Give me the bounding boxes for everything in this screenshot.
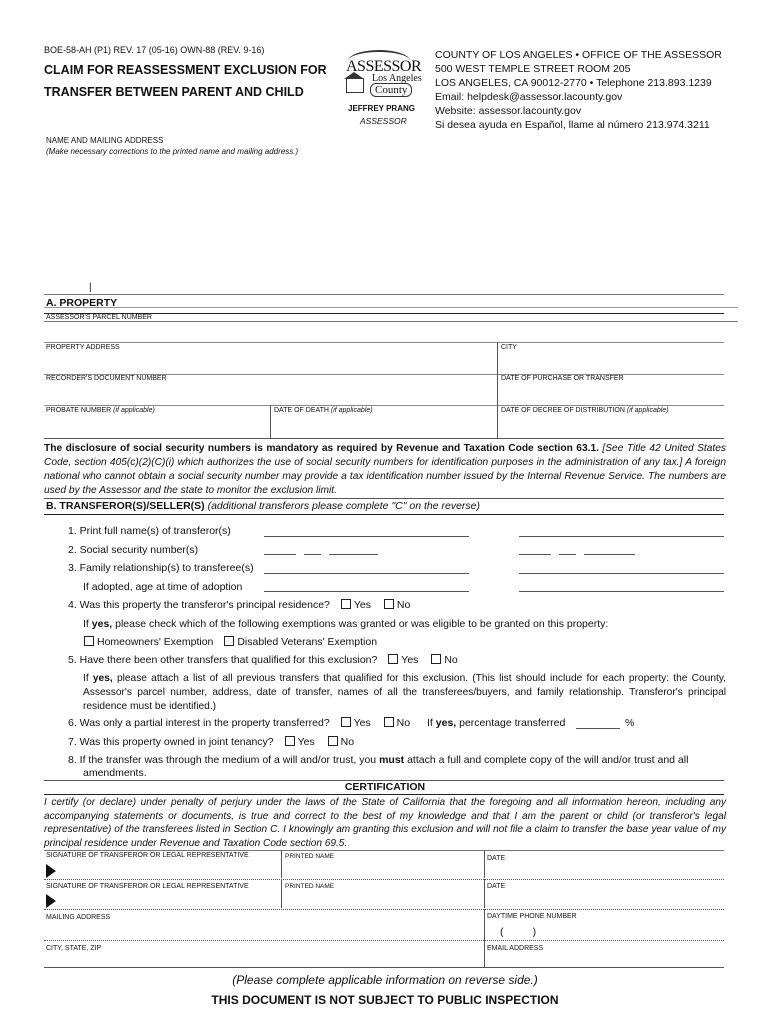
q4-no-checkbox[interactable] (384, 599, 394, 609)
recorder-doc-field[interactable] (44, 384, 496, 404)
ssn-2b[interactable] (559, 554, 576, 555)
mailing-marker: | (89, 282, 92, 293)
ssn-disclosure: The disclosure of social security numbers is mandatory as required by Revenue and Taxation Code section 63.1. [See Title 42 United States Code, section 405(c)(2)(C)(i) which authorizes the use of social security numbers for identification purposes in the administration of any tax.] A foreign national who cannot obtain a social security number may provide a tax identification number issued by the Internal Revenue Service. The numbers are used by the Assessor and the state to monitor the exclusion limit. (44, 443, 726, 496)
probate-number-label: PROBATE NUMBER (if applicable) (46, 407, 155, 414)
veterans-exemption-checkbox[interactable] (224, 636, 234, 646)
ssn-1c[interactable] (329, 554, 378, 555)
city-state-zip-label: CITY, STATE, ZIP (46, 945, 102, 952)
city-label: CITY (501, 344, 517, 351)
recorder-doc-label: RECORDER'S DOCUMENT NUMBER (46, 375, 167, 382)
daytime-phone-field[interactable] (486, 922, 724, 939)
signature-field-1[interactable] (60, 862, 280, 878)
date-of-death-field[interactable] (272, 416, 496, 436)
date-label-1: DATE (487, 855, 506, 862)
q5-note: If yes, please attach a list of all previous transfers that qualified for this exclusion. (This list should include for each property: the County, Assessor's parcel number, address, date of transfer, names of all the transferees/buyers, and family relationship. Transferor's principal residence must be identified.) (83, 673, 726, 712)
form-id: BOE-58-AH (P1) REV. 17 (05-16) OWN-88 (REV. 9-16) (44, 45, 265, 55)
transferor-name-field-2[interactable] (519, 536, 724, 537)
q2-label: 2. Social security number(s) (68, 544, 199, 556)
city-field[interactable] (499, 352, 724, 372)
exemption-row: Homeowners' Exemption Disabled Veterans' Exemption (80, 636, 377, 648)
date-field-1[interactable] (486, 865, 724, 878)
mailing-address-field[interactable] (44, 922, 482, 939)
q6-no-checkbox[interactable] (384, 717, 394, 727)
printed-name-field-2[interactable] (283, 892, 483, 908)
ssn-1a[interactable] (264, 554, 296, 555)
q8-row-cont: amendments. (83, 767, 147, 779)
sign-here-arrow-icon (46, 894, 56, 908)
q4-note: If yes, please check which of the following exemptions was granted or was eligible to be granted on this property: (83, 618, 609, 630)
percentage-field[interactable] (576, 728, 620, 729)
q7-no-checkbox[interactable] (328, 736, 338, 746)
assessor-title: ASSESSOR (360, 116, 407, 126)
city-state-zip-field[interactable] (44, 953, 482, 967)
signature-field-2[interactable] (60, 892, 280, 908)
signature-label-1: SIGNATURE OF TRANSFEROR OR LEGAL REPRESENTATIVE (46, 852, 249, 859)
certification-text: I certify (or declare) under penalty of perjury under the laws of the State of California that the foregoing and all information hereon, including any accompanying statements or documents, is true and correct to the best of my knowledge and that I am the parent or child (or transferor's legal representative) of the transferees listed in Section C. I knowingly am granting this exclusion and will not file a claim to transfer the base year value of my principal residence under Revenue and Taxation Code section 69.5. (44, 797, 726, 849)
property-address-field[interactable] (44, 352, 496, 372)
q4-row: 4. Was this property the transferor's principal residence? Yes No (68, 599, 411, 611)
date-field-2[interactable] (486, 892, 724, 908)
assessor-name: JEFFREY PRANG (348, 104, 415, 113)
adoption-age-field-2[interactable] (519, 591, 724, 592)
relationship-field-2[interactable] (519, 573, 724, 574)
probate-number-field[interactable] (44, 416, 268, 436)
percent-sign: % (625, 717, 635, 729)
certification-heading: CERTIFICATION (344, 781, 426, 793)
q7-yes-checkbox[interactable] (285, 736, 295, 746)
daytime-phone-label: DAYTIME PHONE NUMBER (487, 913, 577, 920)
sign-here-arrow-icon (46, 864, 56, 878)
mailing-address-label: MAILING ADDRESS (46, 914, 111, 921)
mailing-label: NAME AND MAILING ADDRESS (46, 136, 164, 145)
section-b-heading: B. TRANSFEROR(S)/SELLER(S) (additional transferors please complete "C" on the reverse) (46, 500, 481, 512)
q5-yes-checkbox[interactable] (388, 654, 398, 664)
adoption-age-field-1[interactable] (264, 591, 469, 592)
parcel-number-field[interactable] (44, 322, 724, 340)
printed-name-label-2: PRINTED NAME (285, 883, 335, 890)
q5-no-checkbox[interactable] (431, 654, 441, 664)
mailing-address-area[interactable] (46, 160, 426, 280)
public-inspection-notice: THIS DOCUMENT IS NOT SUBJECT TO PUBLIC INSPECTION (211, 993, 559, 1007)
q8-row: 8. If the transfer was through the medium of a will and/or trust, you must attach a full and complete copy of the will and/or trust and all (68, 754, 689, 766)
signature-label-2: SIGNATURE OF TRANSFEROR OR LEGAL REPRESENTATIVE (46, 883, 249, 890)
logo-house-icon (346, 78, 364, 93)
q1-label: 1. Print full name(s) of transferor(s) (68, 525, 231, 537)
q6-row: 6. Was only a partial interest in the property transferred? Yes No If yes, percentage transferred (68, 717, 566, 729)
q7-row: 7. Was this property owned in joint tenancy? Yes No (68, 736, 355, 748)
ssn-1b[interactable] (304, 554, 321, 555)
q3-label: 3. Family relationship(s) to transferee(s) (68, 562, 254, 574)
form-title-line1: CLAIM FOR REASSESSMENT EXCLUSION FOR (44, 63, 327, 77)
date-label-2: DATE (487, 883, 506, 890)
decree-date-field[interactable] (499, 416, 724, 436)
section-a-heading: A. PROPERTY (46, 297, 118, 309)
ssn-2c[interactable] (584, 554, 635, 555)
form-title-line2: TRANSFER BETWEEN PARENT AND CHILD (44, 85, 304, 99)
q3b-label: If adopted, age at time of adoption (83, 581, 243, 593)
parcel-number-label: ASSESSOR'S PARCEL NUMBER (46, 314, 152, 321)
property-address-label: PROPERTY ADDRESS (46, 344, 120, 351)
email-field[interactable] (486, 953, 724, 967)
homeowners-exemption-checkbox[interactable] (84, 636, 94, 646)
printed-name-field-1[interactable] (283, 862, 483, 878)
q4-yes-checkbox[interactable] (341, 599, 351, 609)
email-label: EMAIL ADDRESS (487, 945, 544, 952)
office-address-block: COUNTY OF LOS ANGELES • OFFICE OF THE ASSESSOR 500 WEST TEMPLE STREET ROOM 205 LOS ANGELES, CA 90012-2770 • Telephone 213.893.1239 Email: helpdesk@assessor.lacounty.gov Website: assessor.lacounty.gov Si desea ayuda en Español, llame al número 213.974.3211 (435, 49, 722, 131)
ssn-2a[interactable] (519, 554, 551, 555)
q6-yes-checkbox[interactable] (341, 717, 351, 727)
purchase-date-label: DATE OF PURCHASE OR TRANSFER (501, 375, 624, 382)
decree-date-label: DATE OF DECREE OF DISTRIBUTION (if applicable) (501, 407, 669, 414)
q5-row: 5. Have there been other transfers that qualified for this exclusion? Yes No (68, 654, 458, 666)
printed-name-label-1: PRINTED NAME (285, 853, 335, 860)
reverse-side-note: (Please complete applicable information on reverse side.) (232, 973, 538, 987)
purchase-date-field[interactable] (499, 384, 724, 404)
relationship-field-1[interactable] (264, 573, 469, 574)
mailing-note: (Make necessary corrections to the printed name and mailing address.) (46, 147, 299, 156)
phone-parens: ( ) (500, 926, 537, 938)
assessor-logo: ASSESSOR Los Angeles County (342, 50, 424, 102)
transferor-name-field-1[interactable] (264, 536, 469, 537)
date-of-death-label: DATE OF DEATH (if applicable) (274, 407, 373, 414)
